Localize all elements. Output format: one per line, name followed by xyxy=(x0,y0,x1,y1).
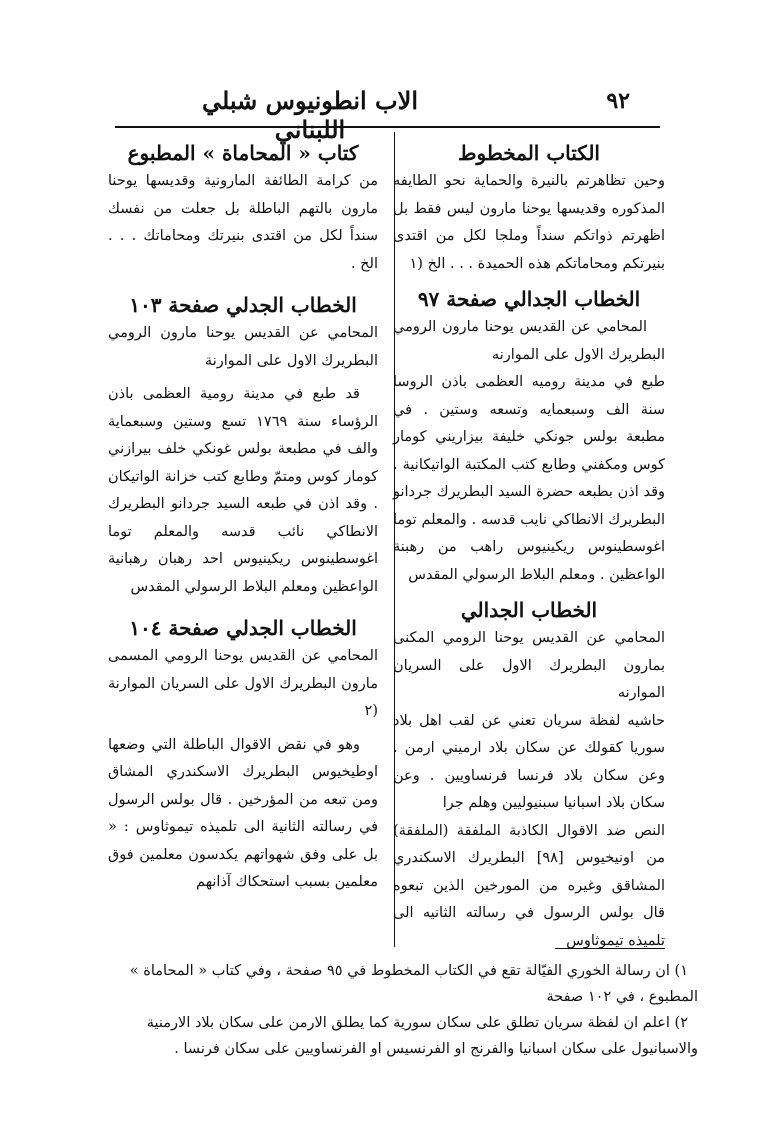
footnote-rule xyxy=(555,948,665,949)
right-intro-paragraph: وحين تظاهرتم بالنيرة والحماية نحو الطايفه المذكوره وقديسها يوحنا مارون ليس فقط بل اظهرتم ذواتكم سنداً وملجا لكل من اقتدى بنيرتكم ومحاماتكم هذه الحميدة . . . الخ (١ xyxy=(393,173,665,272)
right-column xyxy=(393,138,665,955)
left-section2-body: وهو في نقض الاقوال الباطلة التي وضعها اوطيخيوس البطريرك الاسكندري المشاق ومن تبعه من المؤرخين . قال بولس الرسول في رسالته الثانية الى تلميذه تيموثاوس : « بل على وفق شهواتهم يكدسون معلمين فوق معلمين بسبب استحكاك آذانهم xyxy=(108,736,378,890)
left-section1-title: الخطاب الجدلي صفحة ١٠٣ xyxy=(129,293,357,317)
left-column-title: كتاب « المحاماة » المطبوع xyxy=(127,141,359,165)
right-section1-subtitle: المحامي عن القديس يوحنا مارون الرومي البطريرك الاول على الموارنه xyxy=(393,319,665,363)
left-column xyxy=(108,138,378,897)
header-rule xyxy=(115,126,660,128)
right-section1-body: طبع في مدينة روميه العظمى باذن الروسا سنة الف وسبعمايه وتسعه وستين . في مطبعة بولس جونكي خليفة بيزاريني كومار كوس ومكفني وطابع كتب المكتبة الواتيكانية . وقد اذن بطبعه حضرة السيد البطريرك جردانو البطريرك الانطاكي نايب قدسه . والمعلم توما اغوسطينوس ريكينيوس راهب من رهبنة الواعظين . ومعلم البلاط الرسولي المقدس xyxy=(393,374,665,583)
footnote-2: ٢) اعلم ان لفظة سريان تطلق على سكان سورية كما يطلق الارمن على سكان بلاد الارمنية والاسبانيول على سكان اسبانيا والفرنج او الفرنسيس او الفرنساويين على سكان فرنسا . xyxy=(146,1015,698,1057)
right-section2-body: النص ضد الاقوال الكاذبة الملفقة (الملفقة) من اونيخيوس [٩٨] البطريرك الاسكندري المشاقق وغيره من المورخين الذين تبعوه قال بولس الرسول في رسالته الثانيه الى تلميذه تيموثاوس xyxy=(393,822,665,949)
left-section1-subtitle: المحامي عن القديس يوحنا مارون الرومي البطريرك الاول على الموارنة xyxy=(108,325,378,369)
left-intro-paragraph: من كرامة الطائفة المارونية وقديسها يوحنا مارون بالتهم الباطلة بل جعلت من نفسك سنداً لكل من اقتدى بنيرتك ومحاماتك . . . الخ . xyxy=(108,173,378,272)
footnote-1: ١) ان رسالة الخوري الفيّالة تقع في الكتاب المخطوط في ٩٥ صفحة ، وفي كتاب « المحاماة » المطبوع ، في ١٠٢ صفحة xyxy=(129,963,698,1005)
right-section2-subtitle: المحامي عن القديس يوحنا الرومي المكنى بمارون البطريرك الاول على السريان الموارنه xyxy=(393,630,665,701)
footnotes xyxy=(80,958,698,1062)
page-number: ٩٢ xyxy=(606,88,630,114)
right-section2-note: حاشيه لفظة سريان تعني عن لقب اهل بلاد سوريا كقولك عن سكان بلاد ارميني ارمن . وعن سكان بلاد فرنسا فرنساويين . وعن سكان بلاد اسبانيا سبنيوليين وهلم جرا xyxy=(393,712,665,811)
right-section1-title: الخطاب الجدالي صفحة ٩٧ xyxy=(417,287,641,311)
left-section2-subtitle: المحامي عن القديس يوحنا الرومي المسمى مارون البطريرك الاول على السريان الموارنة (٢ xyxy=(108,648,378,719)
running-title: الاب انطونيوس شبلي اللبناني xyxy=(201,86,418,144)
right-column-title: الكتاب المخطوط xyxy=(458,141,600,165)
left-section1-body: قد طبع في مدينة رومية العظمى باذن الرؤساء سنة ١٧٦٩ تسع وستين وسبعماية والف في مطبعة بولس غونكي خلف بيرازني كومار كوس ومتمّ وطابع كتب خزانة الواتيكان . وقد اذن في طبعه السيد جردانو البطريرك الانطاكي نائب قدسه والمعلم توما اغوسطينوس ريكينيوس احد رهبان رهبانية الواعظين ومعلم البلاط الرسولي المقدس xyxy=(108,386,378,595)
right-section2-title: الخطاب الجدالي xyxy=(460,598,598,622)
left-section2-title: الخطاب الجدلي صفحة ١٠٤ xyxy=(129,616,357,640)
